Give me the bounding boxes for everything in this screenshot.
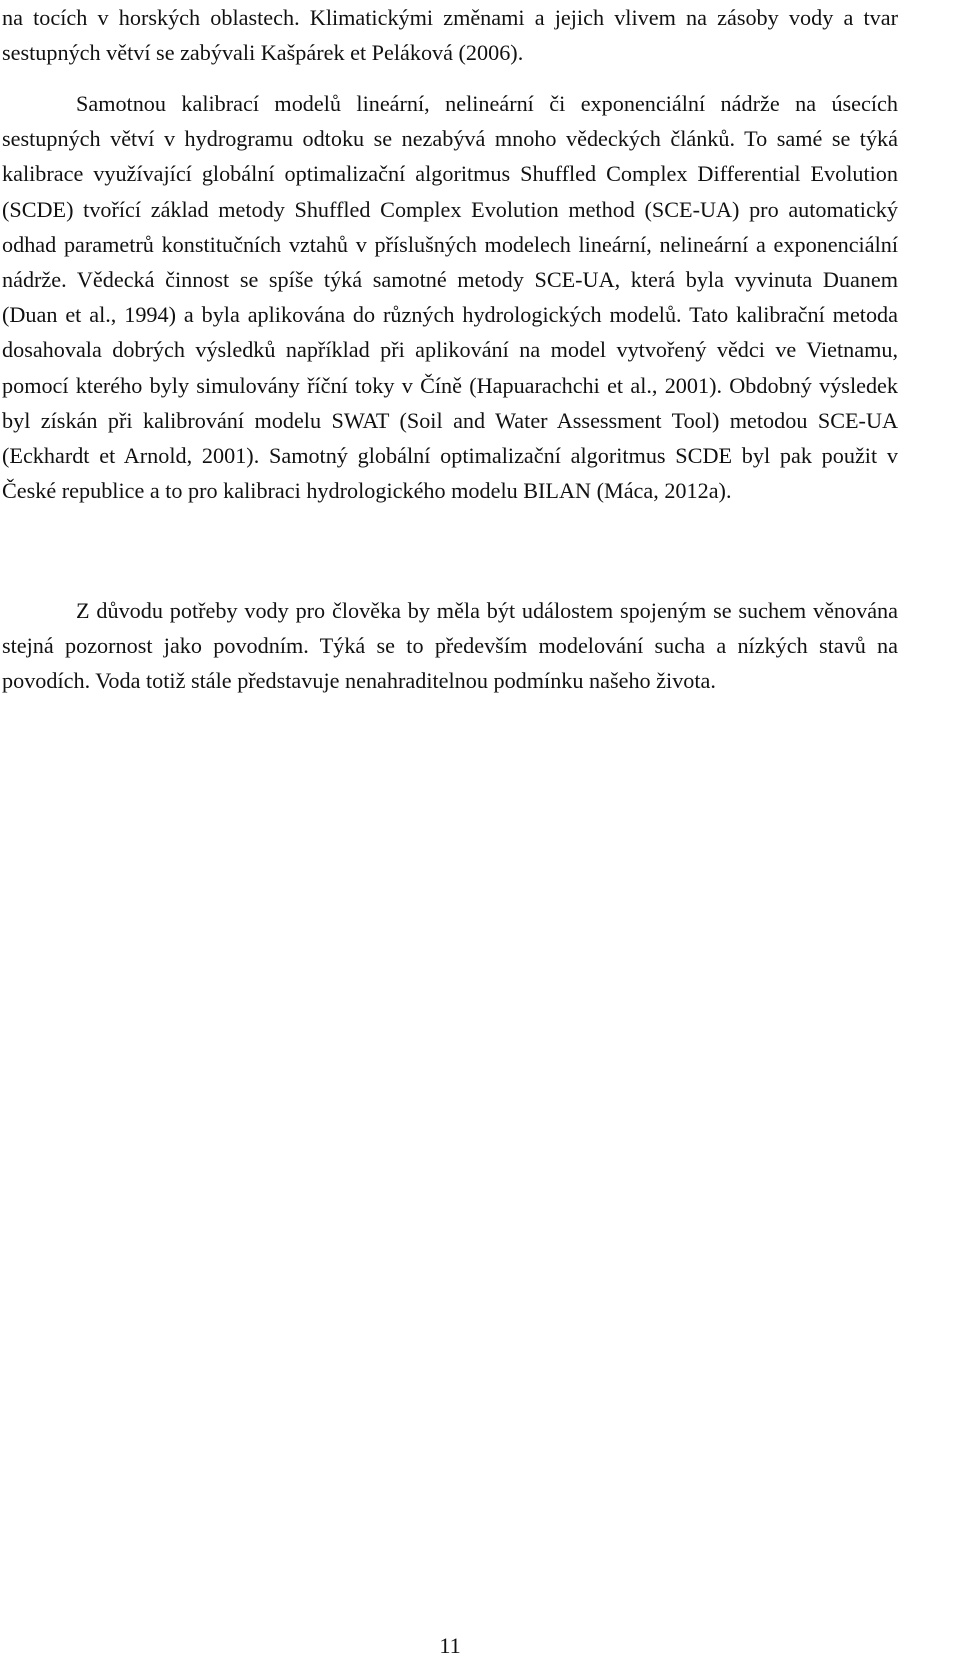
page-number: 11 — [439, 1633, 461, 1658]
paragraph-calibration: Samotnou kalibrací modelů lineární, nelineární či exponenciální nádrže na úsecích sestupných větví v hydrogramu odtoku se nezabývá mnoho vědeckých článků. To samé se týká kalibrace využívající globální optimalizační algoritmus Shuffled Complex Differential Evolution (SCDE) tvořící základ metody Shuffled Complex Evolution method (SCE-UA) pro automatický odhad parametrů konstitučních vztahů v příslušných modelech lineární, nelineární a exponenciální nádrže. Vědecká činnost se spíše týká samotné metody SCE-UA, která byla vyvinuta Duanem (Duan et al., 1994) a byla aplikována do různých hydrologických modelů. Tato kalibrační metoda dosahovala dobrých výsledků například při aplikování na model vytvořený vědci ve Vietnamu, pomocí kterého byly simulovány říční toky v Číně (Hapuarachchi et al., 2001). Obdobný výsledek byl získán při kalibrování modelu SWAT (Soil and Water Assessment Tool) metodou SCE-UA (Eckhardt et Arnold, 2001). Samotný globální optimalizační algoritmus SCDE byl pak použit v České republice a to pro kalibraci hydrologického modelu BILAN (Máca, 2012a). — [2, 91, 898, 504]
paragraph-continuation: na tocích v horských oblastech. Klimatickými změnami a jejich vlivem na zásoby vody a tvar sestupných větví se zabývali Kašpárek et Peláková (2006). — [2, 5, 898, 66]
paragraph-drought: Z důvodu potřeby vody pro člověka by měla být událostem spojeným se suchem věnována stejná pozornost jako povodním. Týká se to především modelování sucha a nízkých stavů na povodích. Voda totiž stále představuje nenahraditelnou podmínku našeho života. — [2, 598, 898, 694]
